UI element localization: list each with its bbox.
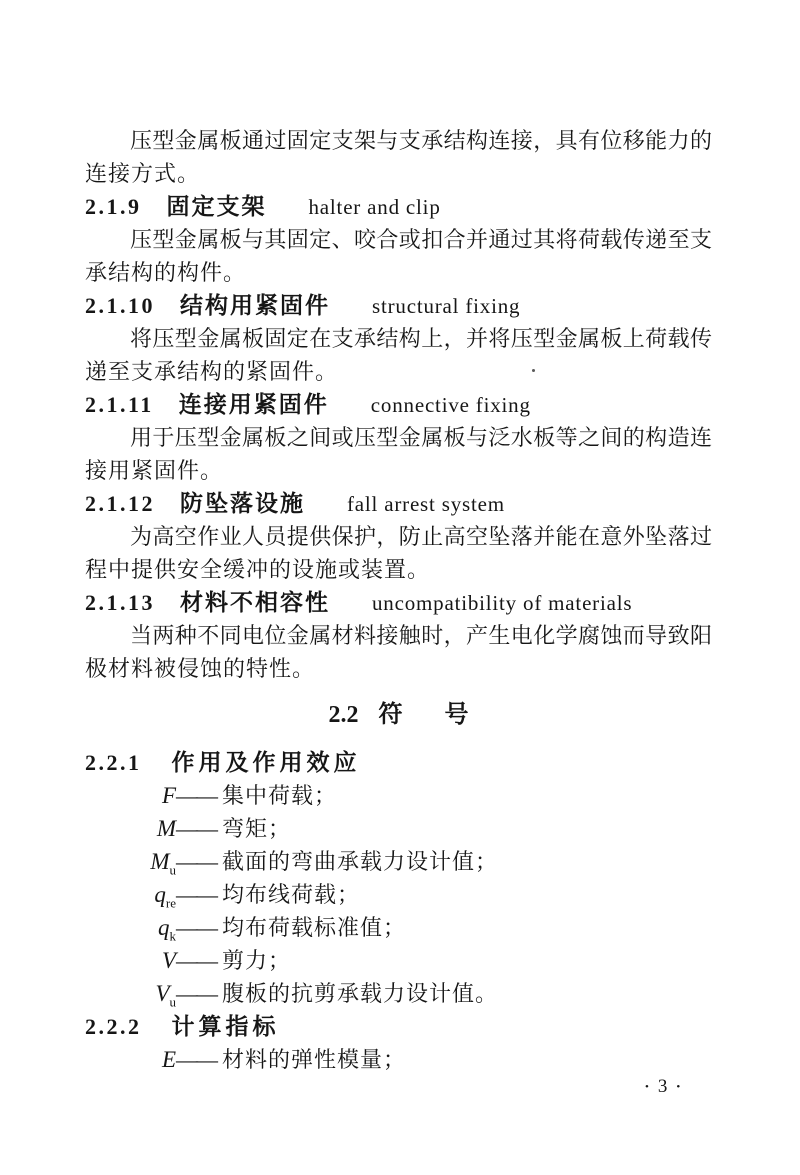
term-number: 2.1.13 (85, 590, 155, 615)
symbol-definition: 均布荷载标准值； (222, 915, 407, 940)
symbol-row-F (85, 779, 712, 812)
symbol-variable: $M_u$ (150, 849, 176, 878)
term-title-en: halter and clip (308, 195, 441, 219)
symbol-row-qk (85, 911, 712, 944)
symbol-definition: 集中荷载； (222, 783, 338, 808)
subsection-2-2-1-heading (85, 746, 712, 779)
section-title-char-1: 符 (378, 702, 403, 728)
symbol-row-qre (85, 878, 712, 911)
term-2-1-10-definition-line-2: 递至支承结构的紧固件。 (85, 359, 339, 384)
symbol-variable: E (161, 1047, 176, 1072)
symbol-variable: $q_{re}$ (154, 882, 176, 911)
intro-paragraph-line-1: 压型金属板通过固定支架与支承结构连接，具有位移能力的 (130, 128, 712, 153)
term-title-zh: 结构用紧固件 (180, 293, 330, 318)
subsection-2-2-2-heading (85, 1010, 712, 1043)
symbol-variable: M (156, 816, 176, 841)
symbol-variable: F (161, 783, 176, 808)
term-2-1-12-definition-line-2: 程中提供安全缓冲的设施或装置。 (85, 557, 431, 582)
term-title-zh: 固定支架 (166, 194, 267, 219)
subsection-title: 作用及作用效应 (171, 750, 361, 775)
em-dash: —— (176, 948, 216, 973)
symbol-row-Vu (85, 977, 712, 1010)
em-dash: —— (176, 915, 216, 940)
term-title-en: connective fixing (370, 393, 531, 417)
section-number: 2.2 (328, 702, 359, 728)
term-title-zh: 防坠落设施 (180, 491, 305, 516)
em-dash: —— (176, 849, 216, 874)
term-number: 2.1.12 (85, 491, 155, 516)
symbol-definition: 弯矩； (222, 816, 292, 841)
page-number-left-dot: • (645, 1080, 649, 1093)
text-block (85, 124, 712, 1076)
em-dash: —— (176, 816, 216, 841)
em-dash: —— (176, 882, 216, 907)
term-title-en: uncompatibility of materials (372, 591, 633, 615)
symbol-row-V (85, 944, 712, 977)
term-title-en: structural fixing (372, 294, 521, 318)
term-number: 2.1.9 (85, 194, 142, 219)
term-2-1-12-heading (85, 487, 712, 520)
symbol-row-M (85, 812, 712, 845)
term-2-1-12-definition-line-1: 为高空作业人员提供保护，防止高空坠落并能在意外坠落过 (130, 524, 712, 549)
em-dash: —— (176, 981, 216, 1006)
symbol-variable: V (161, 948, 176, 973)
symbol-variable: $V_u$ (155, 981, 176, 1010)
term-2-1-13-definition-line-1: 当两种不同电位金属材料接触时，产生电化学腐蚀而导致阳 (130, 623, 712, 648)
term-2-1-10-definition-line-1: 将压型金属板固定在支承结构上，并将压型金属板上荷载传 (130, 326, 712, 351)
term-2-1-13-definition-line-2: 极材料被侵蚀的特性。 (85, 656, 316, 681)
intro-paragraph-line-2: 连接方式。 (85, 161, 201, 186)
scan-speck (532, 369, 535, 372)
subsection-number: 2.2.1 (85, 750, 142, 775)
page-number (645, 1076, 680, 1098)
term-number: 2.1.11 (85, 392, 154, 417)
symbol-row-Mu (85, 845, 712, 878)
term-title-zh: 连接用紧固件 (178, 392, 329, 417)
term-2-1-10-heading (85, 289, 712, 322)
symbol-definition: 截面的弯曲承载力设计值； (222, 849, 499, 874)
em-dash: —— (176, 783, 216, 808)
term-2-1-9-definition-line-2: 承结构的构件。 (85, 260, 247, 285)
term-2-1-11-heading (85, 388, 712, 421)
subsection-number: 2.2.2 (85, 1014, 142, 1039)
term-2-1-11-definition-line-1: 用于压型金属板之间或压型金属板与泛水板等之间的构造连 (130, 425, 712, 450)
term-title-zh: 材料不相容性 (180, 590, 330, 615)
symbol-row-E (85, 1043, 712, 1076)
term-2-1-11-definition-line-2: 接用紧固件。 (85, 458, 224, 483)
symbol-definition: 均布线荷载； (222, 882, 361, 907)
page-number-value: 3 (657, 1076, 668, 1097)
page-number-right-dot: • (676, 1080, 681, 1093)
term-title-en: fall arrest system (347, 492, 505, 516)
symbol-definition: 材料的弹性模量； (222, 1047, 407, 1072)
term-2-1-9-definition-line-1: 压型金属板与其固定、咬合或扣合并通过其将荷载传递至支 (130, 227, 712, 252)
symbol-definition: 剪力； (222, 948, 292, 973)
term-2-1-9-heading (85, 190, 712, 223)
subsection-title: 计算指标 (171, 1014, 280, 1039)
em-dash: —— (176, 1047, 216, 1072)
symbol-definition: 腹板的抗剪承载力设计值。 (222, 981, 499, 1006)
symbol-variable: $q_k$ (158, 915, 176, 944)
term-2-1-13-heading (85, 586, 712, 619)
section-2-2-heading (85, 699, 712, 732)
term-number: 2.1.10 (85, 293, 155, 318)
section-title-char-2: 号 (444, 702, 469, 728)
